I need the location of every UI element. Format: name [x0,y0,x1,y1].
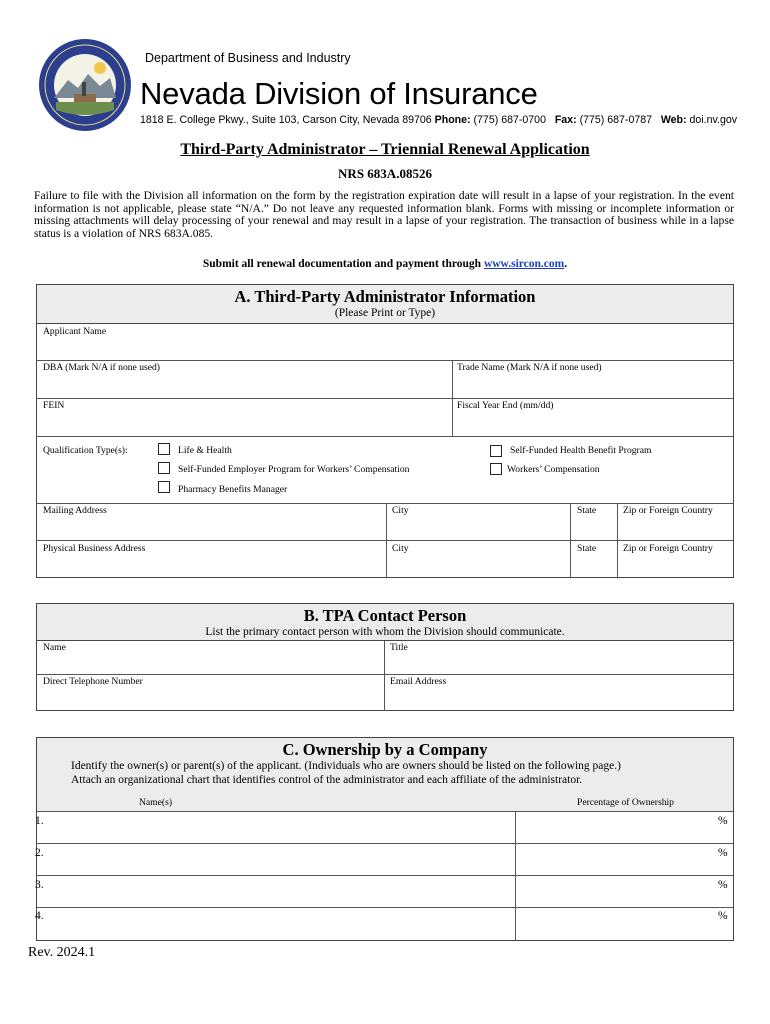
section-a-header [37,285,733,324]
workers-comp-label: Workers’ Compensation [507,464,600,475]
dba-field[interactable]: DBA (Mark N/A if none used) [43,362,160,373]
statute-reference: NRS 683A.08526 [338,166,432,181]
revision-number: Rev. 2024.1 [28,945,96,960]
submit-text: Submit all renewal documentation and payment through [202,258,484,270]
physical-city-field[interactable]: City [392,543,409,554]
submit-instruction [0,258,770,270]
section-b [36,603,734,711]
life-health-label: Life & Health [178,445,232,456]
intro-paragraph: Failure to file with the Division all information on the form by the registration expiration date will result in a lapse of your registration. In the event information is not applicable, please state “N/A.” Do not leave any requested information blank. Forms with missing or incomplete information or missing attachments will delay processing of your renewal and may result in a lapse of your registration. The transaction of business while in a lapse status is a violation of NRS 683A.085. [34,189,734,240]
pharmacy-label: Pharmacy Benefits Manager [178,484,288,495]
fiscal-year-end-field[interactable]: Fiscal Year End (mm/dd) [457,400,554,411]
phone-number: (775) 687-0700 [473,114,546,126]
section-b-subtitle: List the primary contact person with whom the Division should communicate. [205,626,565,638]
nevada-state-seal [38,38,132,132]
contact-name-field[interactable]: Name [43,642,66,653]
self-funded-employer-label: Self-Funded Employer Program for Workers’ Compensation [178,464,410,475]
contact-line [140,114,737,126]
section-a-title: A. Third-Party Administrator Information [234,287,536,306]
contact-phone-field[interactable]: Direct Telephone Number [43,676,143,687]
owner-row-1-number: 1. [35,815,44,827]
section-c-title: C. Ownership by a Company [282,740,488,759]
organization-name: Nevada Division of Insurance [140,76,538,111]
submit-end: . [564,258,568,270]
department-name: Department of Business and Industry [145,51,351,65]
web-label: Web: [660,114,687,126]
owner-name-input-3[interactable] [47,876,512,906]
owner-pct-4[interactable]: % [718,910,728,922]
fax-number: (775) 687-0787 [579,114,653,126]
contact-email-field[interactable]: Email Address [390,676,447,687]
section-b-title: B. TPA Contact Person [303,606,467,625]
owner-pct-2[interactable]: % [718,847,728,859]
owner-row-4-number: 4. [35,910,44,922]
section-c-line1: Identify the owner(s) or parent(s) of the applicant. (Individuals who are owners should be listed on the following page.) [71,760,621,772]
names-header: Name(s) [139,797,173,808]
owner-row-3-number: 3. [35,879,44,891]
self-funded-health-checkbox[interactable] [490,445,502,457]
fax-label: Fax: [554,114,577,126]
section-c-line2: Attach an organizational chart that identifies control of the administrator and each affiliate of the administrator. [71,774,583,786]
self-funded-employer-checkbox[interactable] [158,462,170,474]
physical-address-field[interactable]: Physical Business Address [43,543,146,554]
workers-comp-checkbox[interactable] [490,463,502,475]
owner-pct-3[interactable]: % [718,879,728,891]
form-title: Third-Party Administrator – Triennial Renewal Application [180,141,590,158]
physical-zip-field[interactable]: Zip or Foreign Country [623,543,713,554]
qualification-label: Qualification Type(s): [43,445,128,456]
percentage-header: Percentage of Ownership [577,797,674,808]
trade-name-field[interactable]: Trade Name (Mark N/A if none used) [457,362,602,373]
section-a-subtitle: (Please Print or Type) [334,307,436,319]
pharmacy-checkbox[interactable] [158,481,170,493]
owner-name-input-4[interactable] [47,908,512,938]
section-c-header [37,738,733,811]
mailing-state-field[interactable]: State [577,505,597,516]
mailing-address-field[interactable]: Mailing Address [43,505,107,516]
section-b-header [37,604,733,641]
sircon-link[interactable]: www.sircon.com [483,258,565,270]
fein-field[interactable]: FEIN [43,400,65,411]
contact-title-field[interactable]: Title [390,642,408,653]
owner-name-input-2[interactable] [47,844,512,874]
mailing-city-field[interactable]: City [392,505,409,516]
applicant-name-field[interactable]: Applicant Name [43,326,107,337]
owner-name-input-1[interactable] [47,812,512,842]
owner-pct-1[interactable]: % [718,815,728,827]
owner-row-2-number: 2. [35,847,44,859]
web-address: doi.nv.gov [689,114,738,126]
street-address: 1818 E. College Pkwy., Suite 103, Carson City, Nevada 89706 [140,114,432,126]
self-funded-health-label: Self-Funded Health Benefit Program [510,445,652,456]
section-c [36,737,734,941]
physical-state-field[interactable]: State [577,543,597,554]
life-health-checkbox[interactable] [158,443,170,455]
phone-label: Phone: [434,114,471,126]
mailing-zip-field[interactable]: Zip or Foreign Country [623,505,713,516]
section-a [36,284,734,578]
